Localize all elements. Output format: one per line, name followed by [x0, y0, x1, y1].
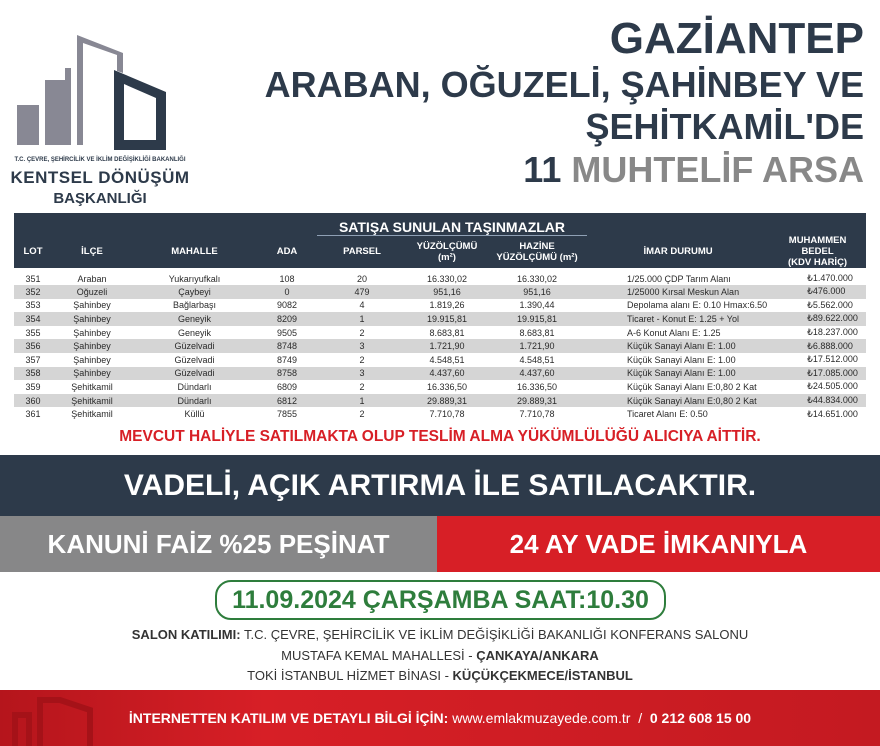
cell-ilce: Şahinbey: [73, 327, 111, 338]
cell-ada: 9505: [276, 327, 298, 338]
cell-bedel: ₺17.085.000: [769, 367, 866, 381]
cell-ada: 9082: [276, 300, 298, 311]
cell-hazine: 7.710,78: [519, 409, 555, 420]
cell-ada: 8749: [276, 354, 298, 365]
cell-mahalle: Geneyik: [177, 327, 212, 338]
phone-number[interactable]: 0 212 608 15 00: [649, 710, 752, 726]
cell-hazine: 1.721,90: [487, 339, 587, 353]
cell-imar: Küçük Sanayi Alanı E:0,80 2 Kat: [627, 381, 757, 392]
venue-line-1: SALON KATILIMI: T.C. ÇEVRE, ŞEHİRCİLİK VE İKLİM DEĞİŞİKLİĞİ BAKANLIĞI KONFERANS SALONU: [131, 627, 749, 642]
cell-lot: 360: [14, 394, 52, 408]
cell-yuzolcumu: 29.889,31: [407, 394, 487, 408]
buildings-logo-icon: [10, 10, 190, 155]
cell-bedel: ₺5.562.000: [807, 299, 853, 310]
installment-banner: 24 AY VADE İMKANIYLA: [437, 516, 880, 572]
cell-parsel: 3: [317, 367, 407, 381]
cell-mahalle: Geneyik: [132, 312, 257, 326]
cell-parsel: 2: [359, 409, 365, 420]
cell-bedel: ₺476.000: [769, 285, 866, 299]
cell-lot: 354: [14, 312, 52, 326]
cell-lot: 353: [25, 300, 41, 311]
table-row: [14, 299, 866, 313]
ministry-name: T.C. ÇEVRE, ŞEHİRCİLİK VE İKLİM DEĞİŞİKLİĞİ BAKANLIĞI: [14, 157, 186, 163]
cell-lot: 357: [25, 354, 41, 365]
cell-mahalle: Bağlarbaşı: [172, 300, 217, 311]
cell-lot: 355: [25, 327, 41, 338]
cell-yuzolcumu: 951,16: [407, 285, 487, 299]
cell-hazine: 29.889,31: [487, 394, 587, 408]
cell-mahalle: Dündarlı: [177, 381, 212, 392]
col-lot: LOT: [14, 235, 52, 268]
cell-yuzolcumu: 16.336,50: [426, 381, 468, 392]
cell-ada: 7855: [276, 409, 298, 420]
headline-city: GAZİANTEP: [609, 14, 864, 63]
cell-ilce: Araban: [77, 273, 107, 284]
cell-ilce: Şehitkamil: [71, 381, 113, 392]
cell-ada: 6809: [276, 381, 298, 392]
cell-mahalle: Çaybeyi: [132, 285, 257, 299]
auction-banner: VADELİ, AÇIK ARTIRMA İLE SATILACAKTIR.: [0, 455, 880, 516]
cell-parsel: 1: [317, 312, 407, 326]
headline-districts-2: ŞEHİTKAMİL'DE: [585, 106, 864, 147]
cell-ada: 8209: [257, 312, 317, 326]
venue-line-2: MUSTAFA KEMAL MAHALLESİ - ÇANKAYA/ANKARA: [281, 648, 599, 663]
cell-imar: 1/25000 Kırsal Meskun Alan: [587, 285, 769, 299]
cell-lot: 359: [25, 381, 41, 392]
cell-mahalle: Güzelvadi: [132, 339, 257, 353]
cell-mahalle: Küllü: [184, 409, 205, 420]
cell-yuzolcumu: 19.915,81: [407, 312, 487, 326]
cell-imar: Küçük Sanayi Alanı E: 1.00: [587, 367, 769, 381]
separator: /: [638, 710, 643, 726]
col-ada: ADA: [257, 235, 317, 268]
col-parsel: PARSEL: [317, 235, 407, 268]
cell-bedel: ₺14.651.000: [807, 408, 858, 419]
cell-imar: A-6 Konut Alanı E: 1.25: [627, 327, 721, 338]
cell-ada: 8748: [257, 339, 317, 353]
cell-imar: 1/25.000 ÇDP Tarım Alanı: [627, 273, 731, 284]
cell-yuzolcumu: 4.548,51: [429, 354, 465, 365]
table-row: [14, 326, 866, 340]
cell-ada: 108: [279, 273, 295, 284]
cell-yuzolcumu: 7.710,78: [429, 409, 465, 420]
table-row: [14, 353, 866, 367]
cell-parsel: 4: [359, 300, 365, 311]
cell-ilce: Şehitkamil: [71, 409, 113, 420]
cell-hazine: 1.390,44: [519, 300, 555, 311]
cell-mahalle: Güzelvadi: [132, 367, 257, 381]
down-payment-banner: KANUNİ FAİZ %25 PEŞİNAT: [0, 516, 437, 572]
cell-mahalle: Dündarlı: [132, 394, 257, 408]
cell-bedel: ₺6.888.000: [769, 339, 866, 353]
logo-name: KENTSEL DÖNÜŞÜM: [10, 168, 190, 187]
auction-date: 11.09.2024 ÇARŞAMBA SAAT:10.30: [215, 580, 666, 620]
col-yuzolcumu: YÜZÖLÇÜMÜ (m²): [407, 235, 487, 268]
properties-table: [14, 213, 866, 421]
cell-yuzolcumu: 1.721,90: [407, 339, 487, 353]
table-row: [14, 367, 866, 381]
cell-yuzolcumu: 16.330,02: [426, 273, 468, 284]
cell-ada: 0: [257, 285, 317, 299]
footer-label: İNTERNETTEN KATILIM VE DETAYLI BİLGİ İÇİN:: [128, 710, 449, 726]
cell-imar: Küçük Sanayi Alanı E: 1.00: [627, 354, 736, 365]
cell-bedel: ₺17.512.000: [807, 354, 858, 365]
cell-hazine: 4.548,51: [519, 354, 555, 365]
cell-imar: Ticaret Alanı E: 0.50: [627, 409, 708, 420]
cell-parsel: 2: [359, 327, 365, 338]
count: 11: [523, 149, 562, 190]
cell-lot: 358: [14, 367, 52, 381]
warning-text: MEVCUT HALİYLE SATILMAKTA OLUP TESLİM ALMA YÜKÜMLÜLÜĞÜ ALICIYA AİTTİR.: [119, 428, 761, 445]
logo-subname: BAŞKANLIĞI: [53, 190, 147, 207]
cell-ilce: Şahinbey: [52, 367, 132, 381]
headline-districts: ARABAN, OĞUZELİ, ŞAHİNBEY VE: [264, 64, 864, 105]
cell-imar: Depolama alanı E: 0.10 Hmax:6.50: [627, 300, 768, 311]
cell-hazine: 16.330,02: [516, 273, 558, 284]
cell-parsel: 2: [359, 381, 365, 392]
footer: [0, 690, 880, 746]
cell-ilce: Şahinbey: [73, 354, 111, 365]
cell-bedel: ₺1.470.000: [807, 273, 853, 283]
cell-ilce: Şahinbey: [73, 300, 111, 311]
cell-ilce: Şahinbey: [52, 312, 132, 326]
buildings-watermark-icon: [0, 690, 140, 746]
headline: [265, 14, 864, 192]
cell-ada: 6812: [257, 394, 317, 408]
table-row: [14, 407, 866, 421]
cell-yuzolcumu: 1.819,26: [429, 300, 465, 311]
cell-yuzolcumu: 4.437,60: [407, 367, 487, 381]
cell-ada: 8758: [257, 367, 317, 381]
cell-bedel: ₺24.505.000: [807, 381, 858, 392]
count-label: MUHTELİF ARSA: [571, 149, 864, 190]
col-imar: İMAR DURUMU: [587, 235, 769, 268]
table-row: [14, 394, 866, 408]
table-row: [14, 268, 866, 285]
cell-mahalle: Yukarıyufkalı: [168, 273, 221, 284]
cell-parsel: 2: [359, 354, 365, 365]
cell-mahalle: Güzelvadi: [174, 354, 215, 365]
col-ilce: İLÇE: [52, 235, 132, 268]
table-row: [14, 339, 866, 353]
cell-hazine: 16.336,50: [516, 381, 558, 392]
cell-parsel: 20: [356, 273, 367, 284]
cell-hazine: 951,16: [487, 285, 587, 299]
cell-hazine: 19.915,81: [487, 312, 587, 326]
cell-parsel: 3: [317, 339, 407, 353]
col-mahalle: MAHALLE: [132, 235, 257, 268]
cell-yuzolcumu: 8.683,81: [429, 327, 465, 338]
cell-bedel: ₺89.622.000: [769, 312, 866, 326]
col-hazine: HAZİNE YÜZÖLÇÜMÜ (m²): [487, 235, 587, 268]
cell-imar: Küçük Sanayi Alanı E:0,80 2 Kat: [587, 394, 769, 408]
cell-hazine: 8.683,81: [519, 327, 555, 338]
cell-hazine: 4.437,60: [487, 367, 587, 381]
table-row: [14, 312, 866, 326]
cell-lot: 361: [25, 409, 41, 420]
cell-ilce: Şahinbey: [52, 339, 132, 353]
col-bedel: MUHAMMEN BEDEL (KDV HARİÇ): [769, 235, 866, 268]
cell-bedel: ₺44.834.000: [769, 394, 866, 408]
cell-ilce: Şehitkamil: [52, 394, 132, 408]
cell-lot: 352: [14, 285, 52, 299]
table-row: [14, 380, 866, 394]
cell-imar: Ticaret - Konut E: 1.25 + Yol: [587, 312, 769, 326]
cell-lot: 351: [25, 273, 41, 284]
table-row: [14, 285, 866, 299]
cell-imar: Küçük Sanayi Alanı E: 1.00: [587, 339, 769, 353]
headline-count: [265, 148, 864, 192]
cell-bedel: ₺18.237.000: [807, 327, 858, 338]
cell-lot: 356: [14, 339, 52, 353]
cell-ilce: Oğuzeli: [52, 285, 132, 299]
cell-parsel: 1: [317, 394, 407, 408]
venue-line-3: TOKİ İSTANBUL HİZMET BİNASI - KÜÇÜKÇEKMECE/İSTANBUL: [247, 668, 633, 683]
website-link[interactable]: www.emlakmuzayede.com.tr: [452, 710, 631, 726]
logo: [10, 10, 190, 205]
cell-parsel: 479: [317, 285, 407, 299]
table-group-header: SATIŞA SUNULAN TAŞINMAZLAR: [317, 213, 587, 235]
